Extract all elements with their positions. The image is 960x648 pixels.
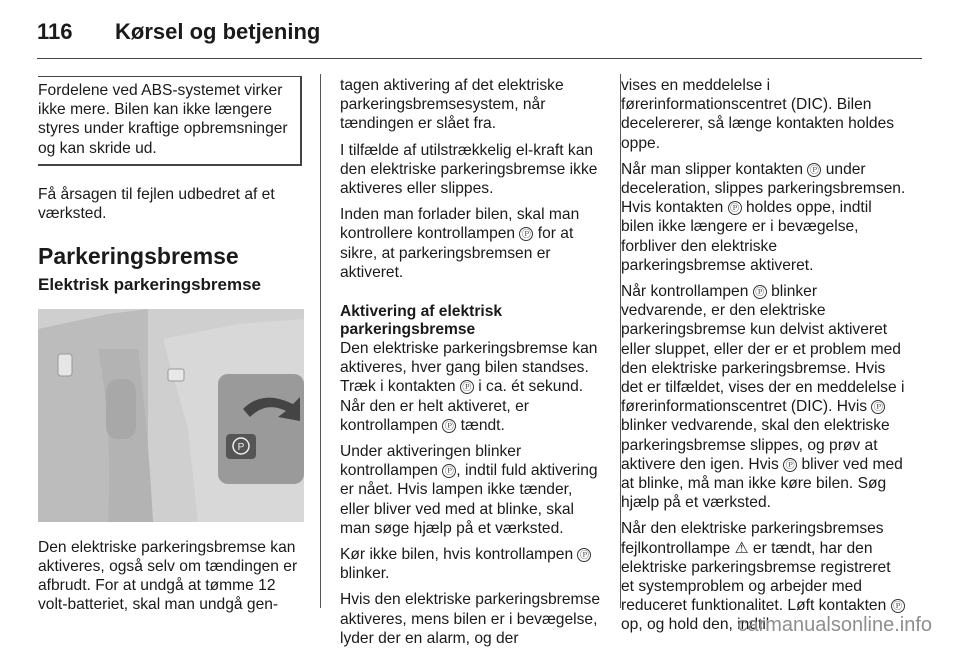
parking-brake-icon: Ⓟ xyxy=(871,400,885,414)
parking-brake-icon: Ⓟ xyxy=(891,599,905,613)
column-divider xyxy=(320,74,321,608)
chapter-title: Kørsel og betjening xyxy=(115,19,321,44)
paragraph: Kør ikke bilen, hvis kontrollampen Ⓟ blinker. xyxy=(340,545,606,583)
section-heading: Parkeringsbremse xyxy=(38,243,239,270)
parking-brake-icon: Ⓟ xyxy=(442,464,456,478)
warning-text: Fordelene ved ABS-systemet virker ikke mere. Bilen kan ikke længere styres under kraftige opbremsninger og kan skride ud. xyxy=(38,82,288,157)
paragraph: tagen aktivering af det elektriske parkeringsbremsesystem, når tændingen er slået fra. xyxy=(340,77,564,133)
parking-brake-illustration xyxy=(38,309,304,522)
parking-brake-icon: Ⓟ xyxy=(807,163,821,177)
paragraph: Den elektriske parkeringsbremse kan aktiveres, hver gang bilen standses. Træk i kontakten Ⓟ i ca. ét sekund. Når den er helt aktiveret, er kontrollampen Ⓟ tændt. xyxy=(340,340,598,434)
parking-brake-icon: Ⓟ xyxy=(753,285,767,299)
paragraph: Få årsagen til fejlen udbedret af et værksted. xyxy=(38,185,275,223)
column-2 xyxy=(340,76,606,648)
parking-brake-icon: Ⓟ xyxy=(728,201,742,215)
parking-brake-icon: Ⓟ xyxy=(460,380,474,394)
fault-warning-icon: ⚠ xyxy=(734,539,749,557)
paragraph: Når den elektriske parkeringsbremses fejlkontrollampe ⚠ er tændt, har den elektriske parkeringsbremse registreret et systemproblem og arbejder med reduceret funktionalitet. Løft kontakten Ⓟ op, og hold den, indtil xyxy=(621,519,906,634)
page-number: 116 xyxy=(37,19,73,44)
subsection-heading: Elektrisk parkeringsbremse xyxy=(38,275,262,295)
header-rule xyxy=(37,58,922,59)
paragraph: Når man slipper kontakten Ⓟ under deceleration, slippes parkeringsbremsen. Hvis kontakten Ⓟ holdes oppe, indtil bilen ikke længere er i bevægelse, forbliver den elektriske parkeringsbremse aktiveret. xyxy=(621,160,906,274)
page-header xyxy=(37,19,320,47)
paragraph: Inden man forlader bilen, skal man kontrollere kontrollampen Ⓟ for at sikre, at parkeringsbremsen er aktiveret. xyxy=(340,206,580,281)
watermark: carmanualsonline.info xyxy=(737,614,932,636)
subsection-heading: Aktivering af elektrisk parkeringsbremse xyxy=(340,303,503,339)
paragraph: Hvis den elektriske parkeringsbremse aktiveres, mens bilen er i bevægelse, lyder der en alarm, og der xyxy=(340,591,600,647)
parking-brake-icon: Ⓟ xyxy=(442,419,456,433)
parking-brake-icon: Ⓟ xyxy=(519,227,533,241)
paragraph: I tilfælde af utilstrækkelig el-kraft kan den elektriske parkeringsbremse ikke aktiveres eller slippes. xyxy=(340,141,598,198)
paragraph: Under aktiveringen blinker kontrollampen Ⓟ , indtil fuld aktivering er nået. Hvis lampen ikke tænder, eller bliver ved med at blinke, skal man søge hjælp på et værksted. xyxy=(340,443,598,537)
parking-brake-icon: Ⓟ xyxy=(783,458,797,472)
paragraph: Den elektriske parkeringsbremse kan aktiveres, også selv om tændingen er afbrudt. For at undgå at tømme 12 volt-batteriet, skal man undgå gen- xyxy=(38,538,298,614)
paragraph: Når kontrollampen Ⓟ blinker vedvarende, er den elektriske parkeringsbremse kun delvist aktiveret eller sluppet, eller der er et problem med den elektriske parkeringsbremse. Hvis det er tilfældet, vises der en meddelelse i førerinformationscentret (DIC). Hvis Ⓟ blinker vedvarende, skal den elektriske parkeringsbremse slippes, og prøv at aktivere den igen. Hvis Ⓟ bliver ved med at blinke, må man ikke køre bilen. Søg hjælp på et værksted. xyxy=(621,283,905,512)
svg-text:P: P xyxy=(237,441,245,453)
paragraph: vises en meddelelse i førerinformationscentret (DIC). Bilen decelererer, så længe kontakten holdes oppe. xyxy=(621,77,895,152)
column-1 xyxy=(38,76,304,621)
parking-brake-icon: Ⓟ xyxy=(577,548,591,562)
column-3 xyxy=(621,76,906,635)
warning-box xyxy=(38,76,302,166)
